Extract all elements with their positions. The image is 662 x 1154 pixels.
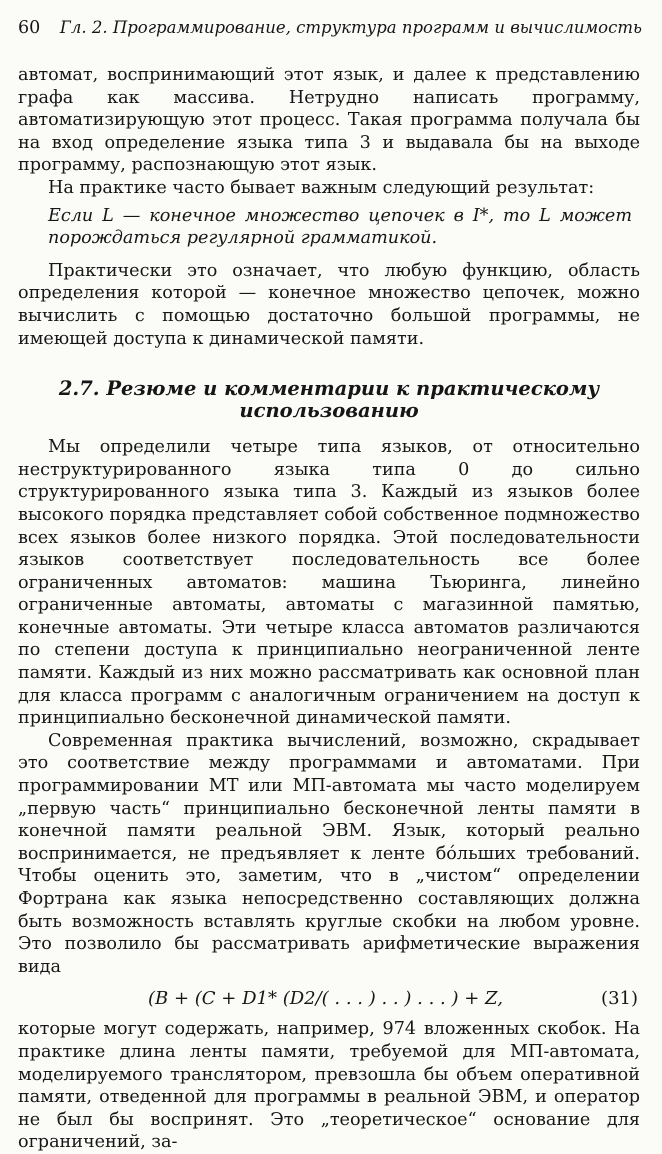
paragraph-after-formula: которые могут содержать, например, 974 вложенных скобок. На практике длина ленты памяти, требуемой для МП-автомата, моделируемого транслятором, превзошла бы объем оперативной памяти, отведенной для программы в реальной ЭВМ, и оператор не был бы воспринят. Это „теоретическое“ основание для ограничений, за- xyxy=(18,1019,640,1153)
page-body xyxy=(18,64,640,1154)
paragraph-summary: Мы определили четыре типа языков, от относительно неструктурированного языка типа 0 до сильно структурированного языка типа 3. Каждый из языков более высокого порядка представляет собой собственное подмножество всех языков более низкого порядка. Этой последовательности языков соответствует последовательность все более ограниченных автоматов: машина Тьюринга, линейно ограниченные автоматы, автоматы с магазинной памятью, конечные автоматы. Эти четыре класса автоматов различаются по степени доступа к принципиально неограниченной ленте памяти. Каждый из них можно рассматривать как основной план для класса программ с аналогичным ограничением на доступ к принципиально бесконечной динамической памяти. xyxy=(18,437,640,729)
paragraph-continuation: автомат, воспринимающий этот язык, и далее к представлению графа как массива. Нетрудно написать программу, автоматизирующую этот процесс. Такая программа получала бы на вход определение языка типа 3 и выдавала бы на выходе программу, распознающую этот язык. xyxy=(18,65,640,176)
section-heading: 2.7. Резюме и комментарии к практическому использованию xyxy=(58,377,600,423)
running-title: Гл. 2. Программирование, структура программ и вычислимость xyxy=(59,18,642,37)
theorem-statement: Если L — конечное множество цепочек в I*, то L может порождаться регулярной грамматикой. xyxy=(48,205,632,249)
paragraph-result-intro: На практике часто бывает важным следующий результат: xyxy=(48,177,595,198)
formula-number: (31) xyxy=(601,988,638,1010)
formula-expression: (B + (C + D1* (D2/( . . . ) . . ) . . . ) + Z, xyxy=(148,988,503,1010)
paragraph-practical-meaning: Практически это означает, что любую функцию, область определения которой — конечное множество цепочек, можно вычислить с помощью достаточно большой программы, не имеющей доступа к динамической памяти. xyxy=(18,260,640,349)
page-number: 60 xyxy=(18,18,41,38)
running-header xyxy=(18,18,642,44)
display-formula xyxy=(18,982,640,1016)
paragraph-practice: Современная практика вычислений, возможно, скрадывает это соответствие между программами и автоматами. При программировании МТ или МП-автомата мы часто моделируем „первую часть“ принципиально бесконечной ленты памяти в конечной памяти реальной ЭВМ. Язык, который реально воспринимается, не предъявляет к ленте бóльших требований. Чтобы оценить это, заметим, что в „чистом“ определении Фортрана как языка непосредственно составляющих должна быть возможность вставлять круглые скобки на любом уровне. Это позволило бы рассматривать арифметические выражения вида xyxy=(18,730,640,977)
